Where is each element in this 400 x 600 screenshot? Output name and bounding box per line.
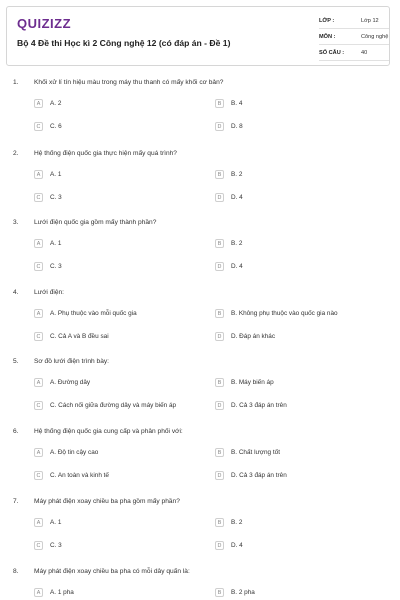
- option-text: B. 2: [231, 519, 243, 526]
- meta-row-count: [319, 45, 389, 61]
- option-letter-box: A: [34, 99, 43, 108]
- question-number: 7.: [13, 498, 19, 505]
- meta-row-class: [319, 13, 389, 29]
- option-letter-box: A: [34, 588, 43, 597]
- option-letter-box: C: [34, 262, 43, 271]
- option-letter-box: D: [215, 262, 224, 271]
- option-text: A. 1 pha: [50, 589, 74, 596]
- question-number: 1.: [13, 79, 19, 86]
- option-letter-box: A: [34, 378, 43, 387]
- option-letter-box: B: [215, 239, 224, 248]
- question-text: Sơ đồ lưới điện trình bày:: [34, 358, 110, 365]
- option-text: A. Đường dây: [50, 379, 91, 386]
- option-text: A. Độ tin cậy cao: [50, 449, 99, 456]
- question-number: 4.: [13, 289, 19, 296]
- option-text: D. 4: [231, 194, 243, 201]
- option-text: B. Máy biến áp: [231, 379, 274, 386]
- option-text: D. 8: [231, 123, 243, 130]
- question-text: Hệ thống điện quốc gia thực hiện mấy quá trình?: [34, 150, 177, 157]
- option-letter-box: C: [34, 541, 43, 550]
- option-text: C. 3: [50, 542, 62, 549]
- option-text: B. 2: [231, 171, 243, 178]
- quizizz-logo: QUIZIZZ: [17, 16, 72, 31]
- option-text: C. Cách nối giữa đường dây và máy biến áp: [50, 402, 177, 409]
- option-text: D. Đáp án khác: [231, 333, 276, 340]
- option-text: B. 2: [231, 240, 243, 247]
- question-number: 6.: [13, 428, 19, 435]
- meta-key: LỚP :: [319, 18, 335, 24]
- question-text: Máy phát điện xoay chiều ba pha gồm mấy phần?: [34, 498, 180, 505]
- option-text: A. 1: [50, 519, 62, 526]
- option-text: B. 2 pha: [231, 589, 255, 596]
- question-number: 2.: [13, 150, 19, 157]
- question-number: 3.: [13, 219, 19, 226]
- option-text: C. Cả A và B đều sai: [50, 333, 109, 340]
- meta-value: Lớp 12: [361, 18, 379, 24]
- option-letter-box: B: [215, 170, 224, 179]
- meta-value: Công nghệ: [361, 34, 389, 40]
- option-text: D. 4: [231, 542, 243, 549]
- option-letter-box: A: [34, 448, 43, 457]
- meta-info: [319, 13, 389, 61]
- option-letter-box: B: [215, 448, 224, 457]
- option-text: C. 3: [50, 263, 62, 270]
- option-letter-box: A: [34, 309, 43, 318]
- question-text: Lưới điện:: [34, 289, 65, 296]
- option-letter-box: D: [215, 471, 224, 480]
- question-number: 8.: [13, 568, 19, 575]
- option-letter-box: C: [34, 471, 43, 480]
- option-text: A. 2: [50, 100, 62, 107]
- option-text: A. 1: [50, 171, 62, 178]
- option-text: D. 4: [231, 263, 243, 270]
- option-letter-box: B: [215, 518, 224, 527]
- option-letter-box: C: [34, 332, 43, 341]
- option-text: B. Không phụ thuộc vào quốc gia nào: [231, 310, 338, 317]
- question-text: Khối xử lí tín hiệu màu trong máy thu thanh có mấy khối cơ bản?: [34, 79, 224, 86]
- option-letter-box: D: [215, 122, 224, 131]
- meta-key: MÔN :: [319, 34, 336, 40]
- option-text: B. Chất lượng tốt: [231, 449, 280, 456]
- option-letter-box: C: [34, 122, 43, 131]
- question-number: 5.: [13, 358, 19, 365]
- option-text: C. An toàn và kinh tế: [50, 472, 109, 479]
- option-letter-box: A: [34, 170, 43, 179]
- option-letter-box: C: [34, 401, 43, 410]
- option-letter-box: B: [215, 99, 224, 108]
- option-letter-box: D: [215, 193, 224, 202]
- option-letter-box: B: [215, 588, 224, 597]
- option-text: D. Cả 3 đáp án trên: [231, 402, 287, 409]
- meta-key: SỐ CÂU :: [319, 50, 345, 56]
- question-text: Máy phát điện xoay chiều ba pha có mỗi dây quấn là:: [34, 568, 190, 575]
- option-text: A. Phụ thuộc vào mỗi quốc gia: [50, 310, 137, 317]
- option-text: B. 4: [231, 100, 243, 107]
- option-letter-box: B: [215, 378, 224, 387]
- question-text: Lưới điện quốc gia gồm mấy thành phần?: [34, 219, 157, 226]
- option-letter-box: D: [215, 541, 224, 550]
- option-text: A. 1: [50, 240, 62, 247]
- worksheet-header: [6, 6, 390, 66]
- meta-value: 40: [361, 50, 368, 56]
- option-letter-box: D: [215, 332, 224, 341]
- option-letter-box: A: [34, 518, 43, 527]
- option-text: C. 3: [50, 194, 62, 201]
- option-letter-box: D: [215, 401, 224, 410]
- option-text: C. 6: [50, 123, 62, 130]
- option-letter-box: C: [34, 193, 43, 202]
- option-text: D. Cả 3 đáp án trên: [231, 472, 287, 479]
- option-letter-box: A: [34, 239, 43, 248]
- page-title: Bộ 4 Đề thi Học kì 2 Công nghệ 12 (có đáp án - Đề 1): [17, 38, 231, 48]
- option-letter-box: B: [215, 309, 224, 318]
- question-text: Hệ thống điện quốc gia cung cấp và phân phối với:: [34, 428, 183, 435]
- meta-row-subject: [319, 29, 389, 45]
